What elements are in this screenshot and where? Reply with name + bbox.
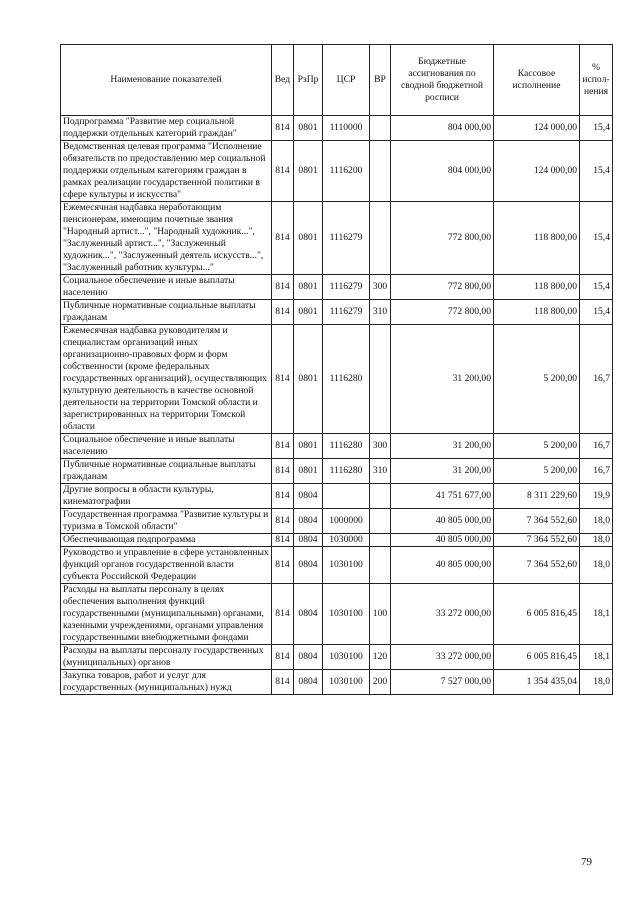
row-target-article-code: 1030100: [323, 645, 370, 670]
row-cash-amount: 1 354 435,04: [494, 670, 580, 695]
row-cash-amount: 118 800,00: [494, 300, 580, 325]
row-budget-amount: 772 800,00: [391, 300, 494, 325]
row-expense-type-code: 120: [370, 645, 391, 670]
table-header-row: [61, 45, 613, 116]
row-indicator-name: Подпрограмма "Развитие мер социальной поддержки отдельных категорий граждан": [61, 116, 272, 141]
row-department-code: 814: [272, 670, 294, 695]
row-department-code: 814: [272, 534, 294, 547]
row-expense-type-code: [370, 547, 391, 584]
row-indicator-name: Расходы на выплаты персоналу государственных (муниципальных) органов: [61, 645, 272, 670]
row-department-code: 814: [272, 141, 294, 202]
row-department-code: 814: [272, 509, 294, 534]
table-row: [61, 484, 613, 509]
row-section-code: 0801: [294, 141, 323, 202]
row-expense-type-code: [370, 509, 391, 534]
row-target-article-code: 1030100: [323, 547, 370, 584]
row-budget-amount: 772 800,00: [391, 275, 494, 300]
row-execution-percent: 18,1: [580, 584, 613, 645]
row-target-article-code: 1110000: [323, 116, 370, 141]
row-department-code: 814: [272, 275, 294, 300]
table-row: [61, 547, 613, 584]
row-execution-percent: 19,9: [580, 484, 613, 509]
row-execution-percent: 16,7: [580, 325, 613, 434]
header-expense-type: ВР: [370, 45, 391, 116]
page-number: 79: [581, 856, 592, 868]
row-section-code: 0801: [294, 459, 323, 484]
row-expense-type-code: 300: [370, 434, 391, 459]
row-expense-type-code: 310: [370, 459, 391, 484]
row-department-code: 814: [272, 300, 294, 325]
row-expense-type-code: 200: [370, 670, 391, 695]
row-budget-amount: 41 751 677,00: [391, 484, 494, 509]
row-target-article-code: 1030100: [323, 670, 370, 695]
header-department: Вед: [272, 45, 294, 116]
row-budget-amount: 31 200,00: [391, 325, 494, 434]
table-row: [61, 275, 613, 300]
row-indicator-name: Ведомственная целевая программа "Исполнение обязательств по предоставлению мер социальной поддержки отдельным категориям граждан в рамках реализации государственной политики в сфере культуры и искусства": [61, 141, 272, 202]
header-cash-execution: Кассовое исполнение: [494, 45, 580, 116]
row-cash-amount: 7 364 552,60: [494, 547, 580, 584]
row-target-article-code: [323, 484, 370, 509]
row-indicator-name: Публичные нормативные социальные выплаты гражданам: [61, 459, 272, 484]
row-cash-amount: 5 200,00: [494, 434, 580, 459]
table-body: [61, 116, 613, 695]
row-execution-percent: 16,7: [580, 434, 613, 459]
row-indicator-name: Государственная программа "Развитие культуры и туризма в Томской области": [61, 509, 272, 534]
row-cash-amount: 7 364 552,60: [494, 509, 580, 534]
table-row: [61, 434, 613, 459]
row-cash-amount: 8 311 229,60: [494, 484, 580, 509]
table-row: [61, 509, 613, 534]
row-indicator-name: Социальное обеспечение и иные выплаты населению: [61, 275, 272, 300]
row-budget-amount: 40 805 000,00: [391, 547, 494, 584]
row-budget-amount: 33 272 000,00: [391, 645, 494, 670]
row-target-article-code: 1116279: [323, 275, 370, 300]
row-budget-amount: 772 800,00: [391, 202, 494, 275]
row-department-code: 814: [272, 584, 294, 645]
row-budget-amount: 804 000,00: [391, 116, 494, 141]
row-section-code: 0804: [294, 547, 323, 584]
row-expense-type-code: [370, 141, 391, 202]
row-expense-type-code: 310: [370, 300, 391, 325]
row-section-code: 0801: [294, 434, 323, 459]
row-budget-amount: 804 000,00: [391, 141, 494, 202]
row-budget-amount: 40 805 000,00: [391, 509, 494, 534]
row-expense-type-code: [370, 484, 391, 509]
row-execution-percent: 15,4: [580, 141, 613, 202]
row-indicator-name: Социальное обеспечение и иные выплаты населению: [61, 434, 272, 459]
row-indicator-name: Руководство и управление в сфере установленных функций органов государственной власти субъекта Российской Федерации: [61, 547, 272, 584]
row-execution-percent: 16,7: [580, 459, 613, 484]
budget-execution-table: [60, 44, 613, 695]
row-indicator-name: Публичные нормативные социальные выплаты гражданам: [61, 300, 272, 325]
row-execution-percent: 18,0: [580, 534, 613, 547]
row-execution-percent: 18,0: [580, 670, 613, 695]
row-department-code: 814: [272, 116, 294, 141]
table-row: [61, 459, 613, 484]
row-cash-amount: 124 000,00: [494, 116, 580, 141]
row-execution-percent: 15,4: [580, 202, 613, 275]
row-department-code: 814: [272, 547, 294, 584]
row-section-code: 0801: [294, 116, 323, 141]
row-target-article-code: 1000000: [323, 509, 370, 534]
row-expense-type-code: 100: [370, 584, 391, 645]
row-execution-percent: 15,4: [580, 300, 613, 325]
row-budget-amount: 31 200,00: [391, 459, 494, 484]
row-cash-amount: 6 005 816,45: [494, 645, 580, 670]
row-execution-percent: 15,4: [580, 275, 613, 300]
row-indicator-name: Закупка товаров, работ и услуг для государственных (муниципальных) нужд: [61, 670, 272, 695]
row-budget-amount: 40 805 000,00: [391, 534, 494, 547]
row-expense-type-code: 300: [370, 275, 391, 300]
row-section-code: 0801: [294, 325, 323, 434]
table-row: [61, 645, 613, 670]
row-cash-amount: 118 800,00: [494, 202, 580, 275]
table-row: [61, 534, 613, 547]
row-target-article-code: 1030000: [323, 534, 370, 547]
table-row: [61, 670, 613, 695]
table-row: [61, 141, 613, 202]
row-indicator-name: Ежемесячная надбавка неработающим пенсионерам, имеющим почетные звания "Народный артист...", "Народный художник...", "Заслуженный артист...", "Заслуженный художник...", "Заслуженный деятель искусств...", "Заслуженный работник культуры...": [61, 202, 272, 275]
row-expense-type-code: [370, 116, 391, 141]
row-department-code: 814: [272, 434, 294, 459]
row-budget-amount: 31 200,00: [391, 434, 494, 459]
row-cash-amount: 118 800,00: [494, 275, 580, 300]
row-target-article-code: 1116200: [323, 141, 370, 202]
row-section-code: 0801: [294, 300, 323, 325]
row-indicator-name: Обеспечивающая подпрограмма: [61, 534, 272, 547]
row-section-code: 0801: [294, 202, 323, 275]
header-indicator-name: Наименование показателей: [61, 45, 272, 116]
row-indicator-name: Расходы на выплаты персоналу в целях обеспечения выполнения функций государственными (муниципальными) органами, казенными учреждениями, органами управления государственными внебюджетными фондами: [61, 584, 272, 645]
row-cash-amount: 5 200,00: [494, 325, 580, 434]
table-row: [61, 584, 613, 645]
row-section-code: 0801: [294, 275, 323, 300]
header-execution-percent: % испол-нения: [580, 45, 613, 116]
table-row: [61, 325, 613, 434]
row-cash-amount: 7 364 552,60: [494, 534, 580, 547]
row-section-code: 0804: [294, 509, 323, 534]
row-target-article-code: 1116280: [323, 459, 370, 484]
row-expense-type-code: [370, 202, 391, 275]
row-target-article-code: 1116279: [323, 300, 370, 325]
row-expense-type-code: [370, 534, 391, 547]
row-budget-amount: 7 527 000,00: [391, 670, 494, 695]
table-row: [61, 202, 613, 275]
row-expense-type-code: [370, 325, 391, 434]
row-execution-percent: 18,0: [580, 547, 613, 584]
row-section-code: 0804: [294, 484, 323, 509]
row-cash-amount: 124 000,00: [494, 141, 580, 202]
row-budget-amount: 33 272 000,00: [391, 584, 494, 645]
header-section: РзПр: [294, 45, 323, 116]
row-section-code: 0804: [294, 534, 323, 547]
row-target-article-code: 1030100: [323, 584, 370, 645]
table-row: [61, 300, 613, 325]
header-target-article: ЦСР: [323, 45, 370, 116]
row-section-code: 0804: [294, 645, 323, 670]
row-cash-amount: 5 200,00: [494, 459, 580, 484]
row-execution-percent: 15,4: [580, 116, 613, 141]
table-row: [61, 116, 613, 141]
row-department-code: 814: [272, 484, 294, 509]
row-department-code: 814: [272, 325, 294, 434]
row-target-article-code: 1116280: [323, 325, 370, 434]
row-indicator-name: Другие вопросы в области культуры, кинематографии: [61, 484, 272, 509]
row-target-article-code: 1116279: [323, 202, 370, 275]
row-department-code: 814: [272, 202, 294, 275]
row-execution-percent: 18,0: [580, 509, 613, 534]
row-section-code: 0804: [294, 584, 323, 645]
row-execution-percent: 18,1: [580, 645, 613, 670]
row-department-code: 814: [272, 645, 294, 670]
row-section-code: 0804: [294, 670, 323, 695]
row-target-article-code: 1116280: [323, 434, 370, 459]
row-indicator-name: Ежемесячная надбавка руководителям и специалистам организаций иных организационно-правовых форм и форм собственности (кроме федеральных государственных организаций), осуществляющих культурную деятельность в качестве основной деятельности на территории Томской области и зарегистрированных на территории Томской области: [61, 325, 272, 434]
header-budget-allocations: Бюджетные ассигнования по сводной бюджетной росписи: [391, 45, 494, 116]
row-cash-amount: 6 005 816,45: [494, 584, 580, 645]
row-department-code: 814: [272, 459, 294, 484]
